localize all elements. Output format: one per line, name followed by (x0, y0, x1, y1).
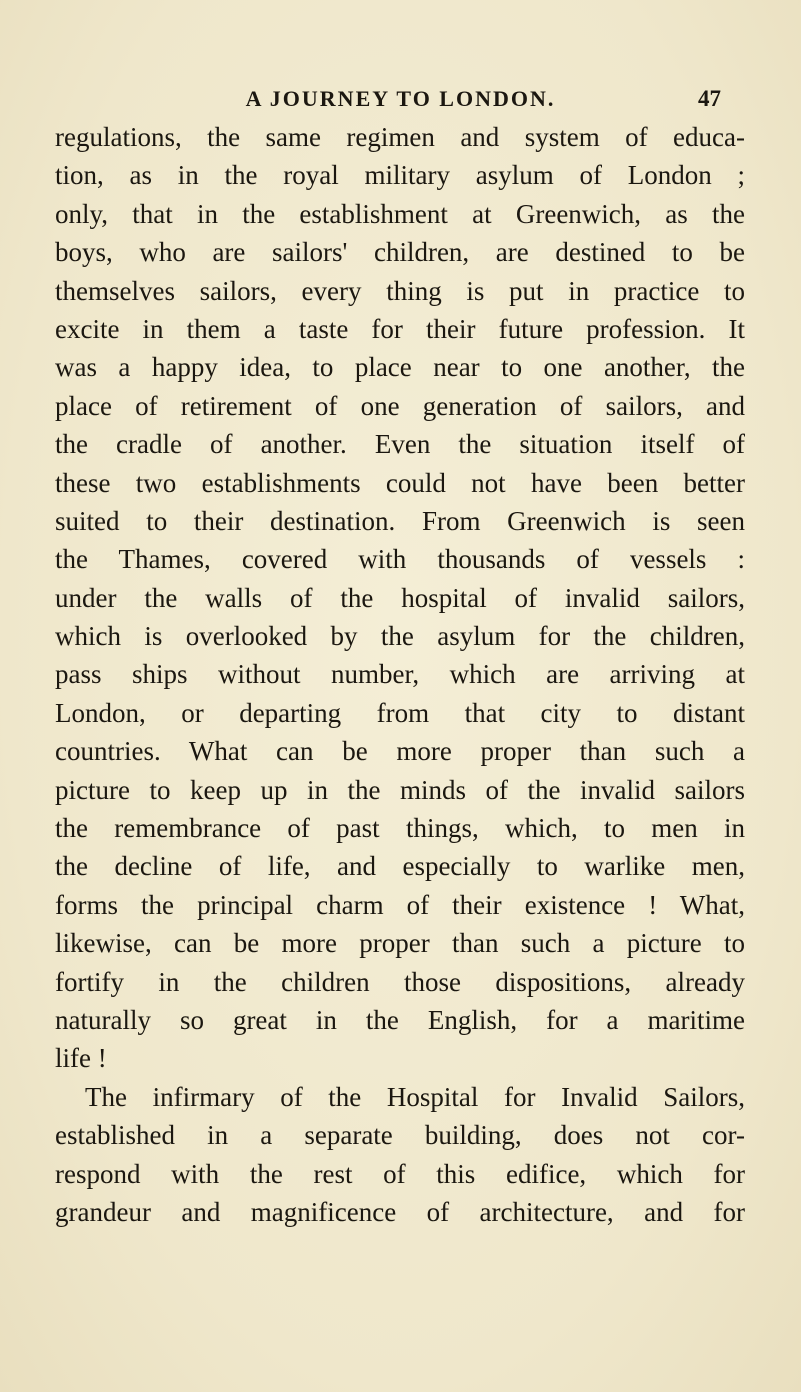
text-line: suited to their destination. From Greenwich is seen (55, 505, 745, 536)
text-line: established in a separate building, does not cor- (55, 1120, 745, 1151)
text-line: these two establishments could not have been better (55, 467, 745, 498)
text-line: naturally so great in the English, for a maritime (55, 1004, 745, 1035)
text-line: respond with the rest of this edifice, which for (55, 1158, 745, 1189)
text-line: which is overlooked by the asylum for the children, (55, 621, 745, 652)
text-line: pass ships without number, which are arriving at (55, 659, 745, 690)
text-line: likewise, can be more proper than such a picture to (55, 928, 745, 959)
text-line: regulations, the same regimen and system of educa- (55, 122, 745, 152)
text-line: only, that in the establishment at Greenwich, as the (55, 198, 745, 229)
text-line: the remembrance of past things, which, to men in (55, 813, 745, 844)
page-number: 47 (698, 86, 721, 111)
text-line: the Thames, covered with thousands of vessels : (55, 544, 745, 575)
text-line: life ! (55, 1043, 107, 1074)
text-line: tion, as in the royal military asylum of London ; (55, 160, 745, 191)
paragraph (55, 118, 745, 1078)
paragraph (55, 1078, 745, 1232)
text-line: The infirmary of the Hospital for Invalid Sailors, (85, 1081, 745, 1112)
text-line: London, or departing from that city to distant (55, 697, 745, 728)
text-line: excite in them a taste for their future profession. It (55, 313, 745, 344)
text-line: picture to keep up in the minds of the invalid sailors (55, 774, 745, 805)
body-text (55, 118, 745, 1231)
text-line: fortify in the children those dispositions, already (55, 966, 745, 997)
running-head (0, 82, 801, 116)
text-line: under the walls of the hospital of invalid sailors, (55, 582, 745, 613)
text-line: grandeur and magnificence of architecture, and for (55, 1196, 745, 1227)
text-line: was a happy idea, to place near to one another, the (55, 352, 745, 383)
running-title: A JOURNEY TO LONDON. (245, 86, 556, 111)
text-line: the decline of life, and especially to warlike men, (55, 851, 745, 882)
text-line: place of retirement of one generation of sailors, and (55, 390, 745, 421)
text-line: countries. What can be more proper than such a (55, 736, 745, 767)
text-line: boys, who are sailors' children, are destined to be (55, 237, 745, 268)
text-line: forms the principal charm of their existence ! What, (55, 889, 745, 920)
text-line: themselves sailors, every thing is put in practice to (55, 275, 745, 306)
text-line: the cradle of another. Even the situation itself of (55, 429, 745, 460)
